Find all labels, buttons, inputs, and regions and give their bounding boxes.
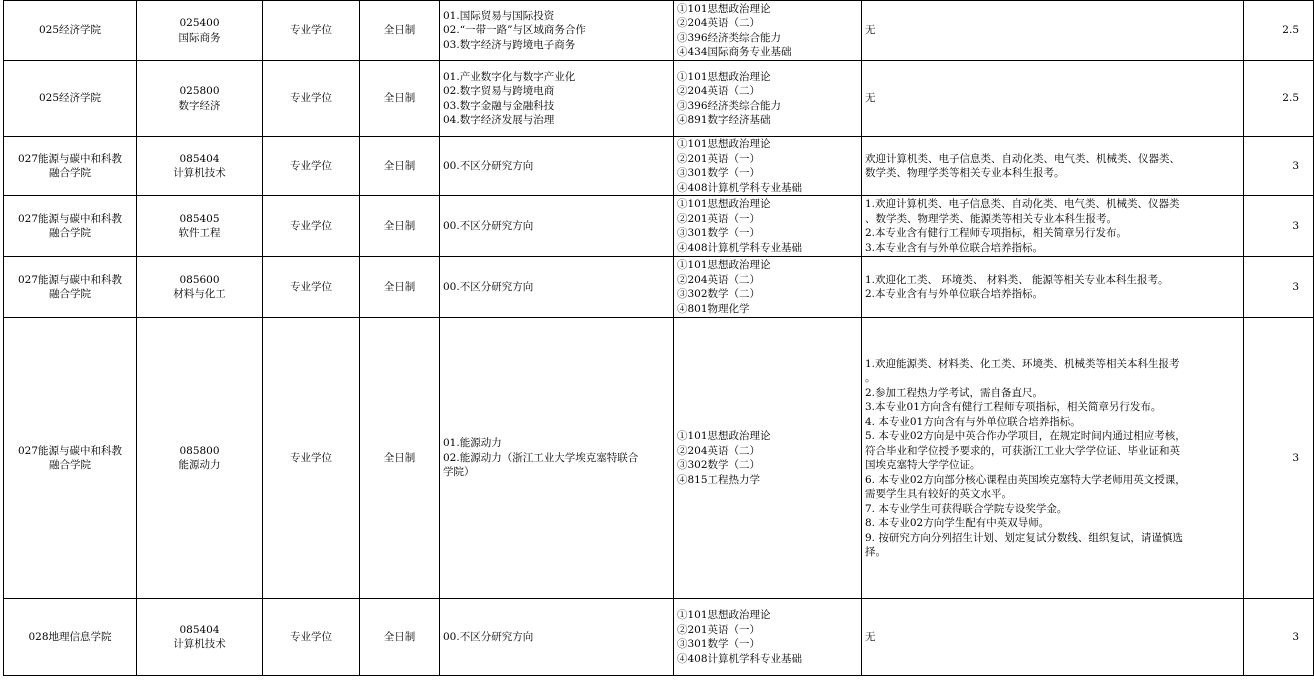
table-row: [4, 599, 1314, 676]
table-row: [4, 137, 1314, 196]
notes-cell-line: 无: [865, 92, 876, 105]
research-directions-cell-line: 学院）: [443, 466, 475, 479]
study-mode-cell: 全日制: [360, 196, 440, 257]
college-cell: [4, 137, 137, 196]
duration-cell: 3: [1244, 196, 1314, 257]
major-cell: [137, 257, 263, 318]
exam-subjects-cell: [674, 318, 862, 599]
notes-cell-line: 国埃克塞特大学学位证。: [865, 459, 981, 471]
college-cell-line: 027能源与碳中和科教: [17, 444, 123, 457]
duration-cell: 2.5: [1244, 1, 1314, 61]
notes-cell: [862, 61, 1244, 137]
notes-cell: [862, 257, 1244, 318]
notes-cell-line: 。: [865, 372, 876, 384]
college-cell: [4, 1, 137, 61]
major-name: 计算机技术: [173, 638, 226, 650]
major-name: 国际商务: [178, 31, 221, 44]
exam-subjects-cell-line: ④408计算机学科专业基础: [677, 652, 803, 665]
notes-cell-line: 2.本专业含有与外单位联合培养指标。: [865, 288, 1044, 300]
notes-cell-line: 、数学类、物理学类、能源类等相关专业本科生报考。: [865, 212, 1117, 225]
exam-subjects-cell-line: ①101思想政治理论: [677, 138, 771, 150]
major-code: 025800: [179, 85, 220, 97]
major-name: 能源动力: [178, 459, 221, 471]
exam-subjects-cell-line: ④891数字经济基础: [677, 114, 771, 126]
major-code: 085800: [179, 444, 220, 457]
notes-cell: [862, 1, 1244, 61]
major-cell: [137, 61, 263, 137]
duration-cell: 3: [1244, 599, 1314, 676]
major-code: 085600: [179, 273, 220, 286]
exam-subjects-cell-line: ③302数学（二）: [677, 459, 761, 471]
notes-cell-line: 9. 按研究方向分列招生计划、划定复试分数线、组织复试，请谨慎选: [865, 531, 1183, 544]
notes-cell-line: 5. 本专业02方向是中英合作办学项目，在规定时间内通过相应考核，: [865, 430, 1186, 442]
table-row: [4, 196, 1314, 257]
degree-type-cell: 专业学位: [263, 137, 360, 196]
exam-subjects-cell: [674, 257, 862, 318]
exam-subjects-cell-line: ①101思想政治理论: [677, 198, 771, 210]
notes-cell-line: 7. 本专业学生可获得联合学院专设奖学金。: [865, 502, 1068, 515]
major-name: 数字经济: [178, 99, 221, 112]
exam-subjects-cell-line: ③301数学（一）: [677, 638, 761, 650]
major-code: 085405: [179, 212, 220, 225]
notes-cell: [862, 137, 1244, 196]
major-name: 材料与化工: [173, 288, 226, 300]
exam-subjects-cell-line: ②201英语（一）: [677, 623, 761, 636]
notes-cell-line: 4. 本专业01方向含有与外单位联合培养指标。: [865, 415, 1081, 428]
duration-cell: 3: [1244, 257, 1314, 318]
exam-subjects-cell-line: ①101思想政治理论: [677, 609, 771, 621]
table-row: [4, 1, 1314, 61]
exam-subjects-cell-line: ③301数学（一）: [677, 167, 761, 179]
research-directions-cell-line: 00.不区分研究方向: [443, 159, 534, 172]
exam-subjects-cell: [674, 1, 862, 61]
notes-cell-line: 需要学生具有较好的英文水平。: [865, 488, 1012, 500]
degree-type-cell: 专业学位: [263, 61, 360, 137]
major-code: 085404: [179, 152, 220, 165]
research-directions-cell: [440, 318, 674, 599]
major-cell: [137, 196, 263, 257]
college-cell-line: 027能源与碳中和科教: [17, 273, 123, 286]
major-cell: [137, 1, 263, 61]
college-cell: [4, 196, 137, 257]
study-mode-cell: 全日制: [360, 318, 440, 599]
research-directions-cell-line: 03.数字经济与跨境电子商务: [443, 38, 576, 51]
admissions-table: [3, 0, 1314, 676]
table-row: [4, 318, 1314, 599]
study-mode-cell: 全日制: [360, 61, 440, 137]
notes-cell-line: 符合毕业和学位授予要求的，可获浙江工业大学学位证、毕业证和英: [865, 444, 1180, 457]
college-cell-line: 融合学院: [49, 227, 91, 239]
exam-subjects-cell-line: ③396经济类综合能力: [677, 31, 782, 44]
study-mode-cell: 全日制: [360, 1, 440, 61]
duration-cell: 3: [1244, 137, 1314, 196]
exam-subjects-cell-line: ③396经济类综合能力: [677, 99, 782, 112]
degree-type-cell: 专业学位: [263, 318, 360, 599]
degree-type-cell: 专业学位: [263, 599, 360, 676]
exam-subjects-cell-line: ①101思想政治理论: [677, 2, 771, 15]
exam-subjects-cell: [674, 61, 862, 137]
college-cell-line: 025经济学院: [38, 92, 102, 105]
major-cell: [137, 137, 263, 196]
notes-cell: [862, 318, 1244, 599]
notes-cell-line: 2.参加工程热力学考试，需自备直尺。: [865, 386, 1044, 399]
college-cell-line: 027能源与碳中和科教: [17, 152, 123, 165]
exam-subjects-cell-line: ③301数学（一）: [677, 227, 761, 239]
duration-cell: 3: [1244, 318, 1314, 599]
notes-cell: [862, 599, 1244, 676]
notes-cell-line: 6. 本专业02方向部分核心课程由英国埃克塞特大学老师用英文授课，: [865, 473, 1186, 486]
college-cell-line: 融合学院: [49, 167, 91, 179]
notes-cell-line: 3.本专业01方向含有健行工程师专项指标，相关简章另行发布。: [865, 401, 1162, 413]
exam-subjects-cell-line: ②204英语（二）: [677, 444, 761, 457]
exam-subjects-cell-line: ④801物理化学: [677, 302, 750, 315]
major-cell: [137, 599, 263, 676]
notes-cell-line: 数学类、物理学类等相关专业本科生报考。: [865, 167, 1065, 179]
exam-subjects-cell-line: ④408计算机学科专业基础: [677, 241, 803, 254]
research-directions-cell: [440, 61, 674, 137]
notes-cell-line: 择。: [865, 546, 886, 558]
study-mode-cell: 全日制: [360, 137, 440, 196]
research-directions-cell-line: 02.能源动力（浙江工业大学埃克塞特联合: [443, 451, 639, 464]
research-directions-cell: [440, 257, 674, 318]
research-directions-cell-line: 02.“一带一路”与区域商务合作: [443, 24, 586, 37]
college-cell-line: 融合学院: [49, 288, 91, 300]
exam-subjects-cell-line: ①101思想政治理论: [677, 259, 771, 271]
degree-type-cell: 专业学位: [263, 196, 360, 257]
exam-subjects-cell: [674, 196, 862, 257]
study-mode-cell: 全日制: [360, 599, 440, 676]
exam-subjects-cell-line: ②204英语（二）: [677, 273, 761, 286]
notes-cell-line: 3.本专业含有与外单位联合培养指标。: [865, 241, 1044, 254]
exam-subjects-cell-line: ②201英语（一）: [677, 152, 761, 165]
duration-cell: 2.5: [1244, 61, 1314, 137]
research-directions-cell-line: 02.数字贸易与跨境电商: [443, 85, 555, 97]
research-directions-cell-line: 04.数字经济发展与治理: [443, 114, 555, 126]
table-row: [4, 61, 1314, 137]
notes-cell-line: 无: [865, 24, 876, 37]
exam-subjects-cell-line: ①101思想政治理论: [677, 70, 771, 83]
notes-cell-line: 1.欢迎能源类、材料类、化工类、环境类、机械类等相关本科生报考: [865, 357, 1180, 370]
exam-subjects-cell-line: ④434国际商务专业基础: [677, 46, 792, 58]
exam-subjects-cell-line: ②204英语（二）: [677, 17, 761, 29]
college-cell: [4, 599, 137, 676]
research-directions-cell: [440, 1, 674, 61]
notes-cell-line: 8. 本专业02方向学生配有中英双导师。: [865, 517, 1050, 529]
major-name: 软件工程: [178, 227, 221, 239]
exam-subjects-cell-line: ②201英语（一）: [677, 212, 761, 225]
research-directions-cell: [440, 599, 674, 676]
college-cell-line: 融合学院: [49, 459, 91, 471]
college-cell: [4, 257, 137, 318]
research-directions-cell-line: 00.不区分研究方向: [443, 280, 534, 293]
exam-subjects-cell-line: ④815工程热力学: [677, 473, 761, 486]
research-directions-cell-line: 03.数字金融与金融科技: [443, 99, 555, 112]
research-directions-cell-line: 00.不区分研究方向: [443, 630, 534, 643]
research-directions-cell-line: 01.产业数字化与数字产业化: [443, 70, 576, 83]
exam-subjects-cell: [674, 599, 862, 676]
notes-cell-line: 欢迎计算机类、电子信息类、自动化类、电气类、机械类、仪器类、: [865, 152, 1180, 165]
college-cell-line: 027能源与碳中和科教: [17, 212, 123, 225]
study-mode-cell: 全日制: [360, 257, 440, 318]
major-cell: [137, 318, 263, 599]
notes-cell-line: 2.本专业含有健行工程师专项指标，相关简章另行发布。: [865, 227, 1128, 239]
research-directions-cell-line: 00.不区分研究方向: [443, 219, 534, 232]
major-code: 085404: [179, 623, 220, 636]
exam-subjects-cell-line: ③302数学（二）: [677, 288, 761, 300]
exam-subjects-cell-line: ②204英语（二）: [677, 85, 761, 97]
college-cell-line: 025经济学院: [38, 24, 102, 37]
notes-cell-line: 1.欢迎计算机类、电子信息类、自动化类、电气类、机械类、仪器类: [865, 198, 1180, 210]
table-row: [4, 257, 1314, 318]
research-directions-cell-line: 01.国际贸易与国际投资: [443, 9, 555, 22]
exam-subjects-cell: [674, 137, 862, 196]
college-cell: [4, 61, 137, 137]
degree-type-cell: 专业学位: [263, 257, 360, 318]
college-cell-line: 028地理信息学院: [28, 630, 112, 643]
major-code: 025400: [179, 17, 220, 29]
research-directions-cell: [440, 196, 674, 257]
exam-subjects-cell-line: ④408计算机学科专业基础: [677, 181, 803, 194]
research-directions-cell-line: 01.能源动力: [443, 437, 502, 450]
research-directions-cell: [440, 137, 674, 196]
notes-cell-line: 无: [865, 630, 876, 643]
college-cell: [4, 318, 137, 599]
notes-cell-line: 1.欢迎化工类、 环境类、 材料类、 能源等相关专业本科生报考。: [865, 273, 1169, 286]
degree-type-cell: 专业学位: [263, 1, 360, 61]
major-name: 计算机技术: [173, 167, 226, 179]
table-body: [4, 1, 1314, 676]
notes-cell: [862, 196, 1244, 257]
exam-subjects-cell-line: ①101思想政治理论: [677, 430, 771, 442]
